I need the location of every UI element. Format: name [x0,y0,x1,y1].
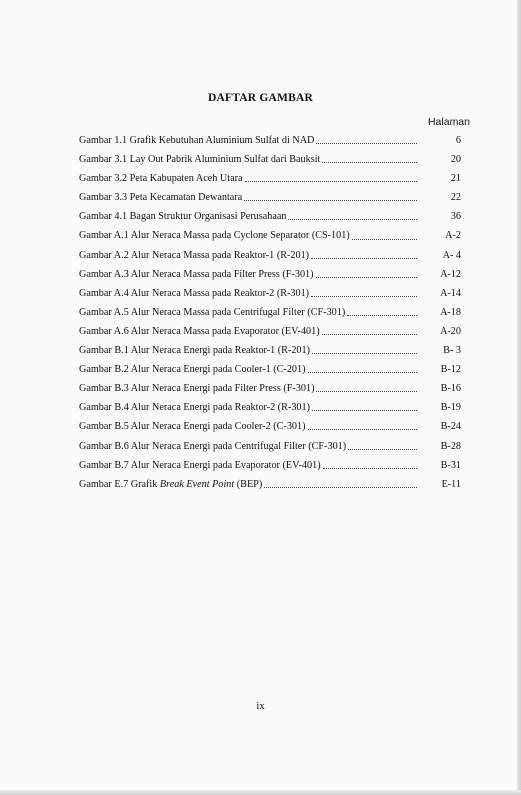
leader-dots [316,391,417,392]
list-item [79,265,461,284]
list-item [79,131,461,150]
entry-label: Gambar A.5 Alur Neraca Massa pada Centrifugal Filter (CF-301) [79,306,346,318]
entry-page: 20 [450,154,461,166]
entry-page: B-31 [440,459,461,471]
entry-label-prefix: Gambar E.7 Grafik [79,478,160,490]
figure-list [79,131,461,494]
list-item [79,226,461,245]
entry-page: B-12 [440,364,461,376]
list-item [79,379,461,398]
list-item [79,246,461,265]
entry-label: Gambar B.6 Alur Neraca Energi pada Centrifugal Filter (CF-301) [79,440,347,452]
entry-label: Gambar A.1 Alur Neraca Massa pada Cyclone Separator (CS-101) [79,230,350,242]
list-item [79,303,461,322]
entry-label: Gambar A.6 Alur Neraca Massa pada Evaporator (EV-401) [79,325,320,337]
entry-label: Gambar A.3 Alur Neraca Massa pada Filter Press (F-301) [79,268,314,280]
entry-label: Gambar B.1 Alur Neraca Energi pada Reaktor-1 (R-201) [79,345,311,357]
entry-page: A-18 [440,306,461,318]
leader-dots [316,143,417,144]
page-edge-bottom [0,790,521,795]
entry-page: 36 [450,211,461,223]
list-item [79,398,461,417]
footer-page-number: ix [256,700,265,712]
entry-label: Gambar B.5 Alur Neraca Energi pada Cooler-2 (C-301) [79,421,306,433]
leader-dots [348,449,417,450]
entry-page: B- 3 [443,345,461,357]
list-item [79,437,461,456]
entry-page: E-11 [441,478,461,490]
entry-page: 6 [455,135,461,146]
list-item [79,169,461,188]
leader-dots [311,258,417,259]
list-item [79,207,461,226]
leader-dots [323,468,417,469]
entry-label: Gambar B.3 Alur Neraca Energi pada Filter Press (F-301) [79,383,315,395]
list-item [79,150,461,169]
entry-page: 22 [450,192,461,204]
entry-page: A-12 [440,268,461,280]
entry-page: A- 4 [442,249,461,261]
leader-dots [352,239,417,240]
leader-dots [308,372,418,373]
entry-label: Gambar B.2 Alur Neraca Energi pada Cooler-1 (C-201) [79,364,306,376]
entry-label: Gambar B.4 Alur Neraca Energi pada Reaktor-2 (R-301) [79,402,311,414]
list-item [79,417,461,436]
page-column-header: Halaman [427,116,470,128]
entry-page: B-24 [440,421,461,433]
leader-dots [264,487,417,488]
leader-dots [308,429,418,430]
entry-label-italic: Break Event Point [159,478,235,490]
list-item [79,341,461,360]
page-edge-right [517,0,521,795]
leader-dots [245,181,417,182]
list-item [79,322,461,341]
entry-page: A-14 [440,287,461,299]
entry-label: Gambar 3.1 Lay Out Pabrik Aluminium Sulfat dari Bauksit [79,154,321,166]
list-item [79,456,461,475]
leader-dots [322,162,417,163]
entry-page: A-20 [440,325,461,337]
leader-dots [312,353,417,354]
leader-dots [288,219,417,220]
page-title: DAFTAR GAMBAR [208,92,313,104]
entry-page: 21 [450,173,461,185]
entry-label: Gambar A.2 Alur Neraca Massa pada Reaktor-1 (R-201) [79,249,310,261]
entry-label [79,475,262,494]
entry-label: Gambar A.4 Alur Neraca Massa pada Reaktor-2 (R-301) [79,287,310,299]
entry-label: Gambar 3.2 Peta Kabupaten Aceh Utara [79,173,243,185]
entry-page: B-28 [440,440,461,452]
leader-dots [316,277,417,278]
entry-label: Gambar 3.3 Peta Kecamatan Dewantara [79,192,243,204]
leader-dots [322,334,417,335]
leader-dots [244,200,417,201]
entry-page: B-19 [440,402,461,414]
list-item [79,360,461,379]
list-item [79,188,461,207]
leader-dots [311,296,417,297]
entry-page: B-16 [440,383,461,395]
entry-label: Gambar 4.1 Bagan Struktur Organisasi Perusahaan [79,211,287,223]
entry-label: Gambar B.7 Alur Neraca Energi pada Evaporator (EV-401) [79,459,321,471]
list-item [79,475,461,494]
entry-page: A-2 [445,230,461,242]
leader-dots [347,315,417,316]
leader-dots [312,410,417,411]
list-item [79,284,461,303]
entry-label-suffix: (BEP) [234,478,263,490]
entry-label: Gambar 1.1 Grafik Kebutuhan Aluminium Sulfat di NAD [79,135,315,146]
